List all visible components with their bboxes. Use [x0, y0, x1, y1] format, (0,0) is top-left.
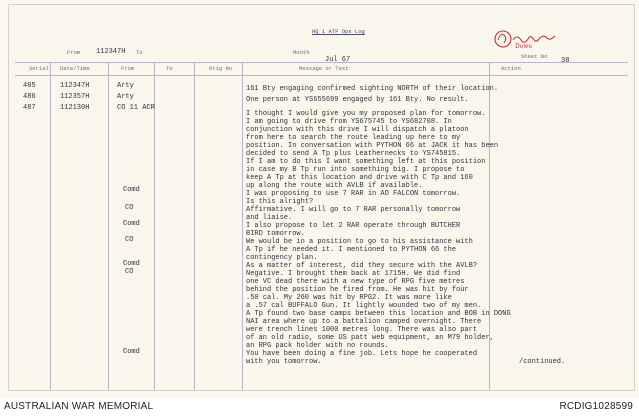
- signature-stamp: [493, 28, 561, 50]
- archive-footer: [0, 398, 639, 416]
- entry-text-line: decided to send A Tp plus Leathernecks to YS745815.: [246, 150, 461, 158]
- signature-text: Dowe: [515, 43, 533, 50]
- exchange-from: CO: [125, 268, 134, 276]
- exchange-from: CO: [125, 236, 134, 244]
- col-divider: [50, 62, 51, 390]
- entry-text-line: from here to search the route leading up here to my: [246, 134, 461, 142]
- from-value: 112347H: [96, 48, 126, 56]
- entry-text-line: NAI area where up to a battalion camped overnight. There: [246, 318, 482, 326]
- col-divider: [108, 62, 109, 390]
- header-rule-top: [15, 62, 628, 63]
- entry-text-line: an RPG pack holder with no rounds.: [246, 342, 389, 350]
- exchange-from: Comd: [123, 186, 140, 194]
- col-serial: Serial: [29, 65, 49, 72]
- header-rule-bottom: [15, 75, 628, 76]
- col-to: To: [166, 65, 173, 72]
- entry-text-line: behind the position he fired from. He was hit by four: [246, 286, 469, 294]
- entry-text-line: a .57 cal BUFFALO Gun. It lightly wounded two of my men.: [246, 302, 482, 310]
- col-action: Action: [501, 65, 521, 72]
- month-label: Month: [293, 49, 310, 56]
- entry-text-line: conjunction with this drive I will dispatch a platoon: [246, 126, 469, 134]
- entry-text-line: A Tp found two base camps between this location and BOB in DONG: [246, 310, 511, 318]
- entry-text-line: I was proposing to use 7 RAR in AO FALCON tomorrow.: [246, 190, 461, 198]
- entry-from: Arty: [117, 82, 134, 90]
- entry-text-line: contingency plan.: [246, 254, 318, 262]
- month-value: Jul 67: [325, 56, 351, 64]
- entry-text-line: Is this alright?: [246, 198, 314, 206]
- col-from: From: [121, 65, 135, 72]
- entry-text-line: one VC dead there with a new type of RPG five metres: [246, 278, 465, 286]
- footer-record-id: RCDIG1028599: [559, 401, 633, 412]
- entry-datetime: 112130H: [60, 104, 90, 112]
- footer-institution: AUSTRALIAN WAR MEMORIAL: [4, 401, 154, 412]
- from-label: From: [67, 49, 81, 56]
- entry-serial: 486: [23, 93, 36, 101]
- log-sheet: [8, 4, 635, 391]
- entry-text-line: Affirmative. I will go to 7 RAR personally tomorrow: [246, 206, 461, 214]
- entry-text-line: A Tp if he needed it. I mentioned to PYTHON 66 the: [246, 246, 457, 254]
- col-orig-no: Orig No: [209, 65, 233, 72]
- sheet-label: Sheet No: [521, 53, 548, 60]
- col-message: Message or Text: [299, 65, 349, 72]
- log-title: HQ 1 ATF Ops Log: [312, 28, 365, 35]
- entry-datetime: 112357H: [60, 93, 90, 101]
- entry-text-line: up along the route with AVLB if available.: [246, 182, 423, 190]
- exchange-from: CO: [125, 204, 134, 212]
- entry-text-line: I also propose to let 2 RAR operate through BUTCHER: [246, 222, 461, 230]
- col-datetime: Date/Time: [60, 65, 90, 72]
- entry-text-line: I thought I would give you my proposed plan for tomorrow.: [246, 110, 486, 118]
- exchange-from: Comd: [123, 348, 140, 356]
- entry-text-line: with you tomorrow.: [246, 358, 322, 366]
- entry-text-line: As a matter of interest, did they secure with the AVLB?: [246, 262, 478, 270]
- entry-text-line: We would be in a position to go to his assistance with: [246, 238, 473, 246]
- sheet-value: 38: [561, 57, 570, 65]
- entry-text-line: BIRD tomorrow.: [246, 230, 305, 238]
- exchange-from: Comd: [123, 220, 140, 228]
- entry-text-line: 161 Bty engaging confirmed sighting NORTH of their location.: [246, 85, 499, 93]
- col-divider: [242, 62, 243, 390]
- entry-serial: 487: [23, 104, 36, 112]
- col-divider: [194, 62, 195, 390]
- entry-from: Arty: [117, 93, 134, 101]
- entry-from: CO 11 ACR: [117, 104, 155, 112]
- entry-text-line: One person at YS655699 engaged by 161 Bty. No result.: [246, 96, 469, 104]
- entry-text-line: Negative. I brought them back at 1715H. We did find: [246, 270, 461, 278]
- entry-text-line: .50 cal. My 260 was hit by RPG2. It was more like: [246, 294, 452, 302]
- exchange-from: Comd: [123, 260, 140, 268]
- entry-text-line: I am going to drive from YS675745 to YS682708. In: [246, 118, 452, 126]
- entry-serial: 485: [23, 82, 36, 90]
- entry-text-line: of an old radio, some US patt web equipment, an M79 holder,: [246, 334, 494, 342]
- entry-text-line: position. In conversation with PYTHON 66 at JACK it has been: [246, 142, 499, 150]
- entry-text-line: You have been doing a fine job. Lets hope he cooperated: [246, 350, 478, 358]
- entry-datetime: 112347H: [60, 82, 90, 90]
- entry-text-line: were trench lines 1000 metres long. There was also part: [246, 326, 478, 334]
- entry-text-line: keep A Tp at this location and drive with C Tp and 160: [246, 174, 473, 182]
- entry-text-line: If I am to do this I want something left at this position: [246, 158, 486, 166]
- continued-note: /continued.: [519, 358, 566, 366]
- to-label: To: [136, 49, 143, 56]
- entry-text-line: in case my B Tp run into something big. I propose to: [246, 166, 465, 174]
- entry-text-line: and liaise.: [246, 214, 293, 222]
